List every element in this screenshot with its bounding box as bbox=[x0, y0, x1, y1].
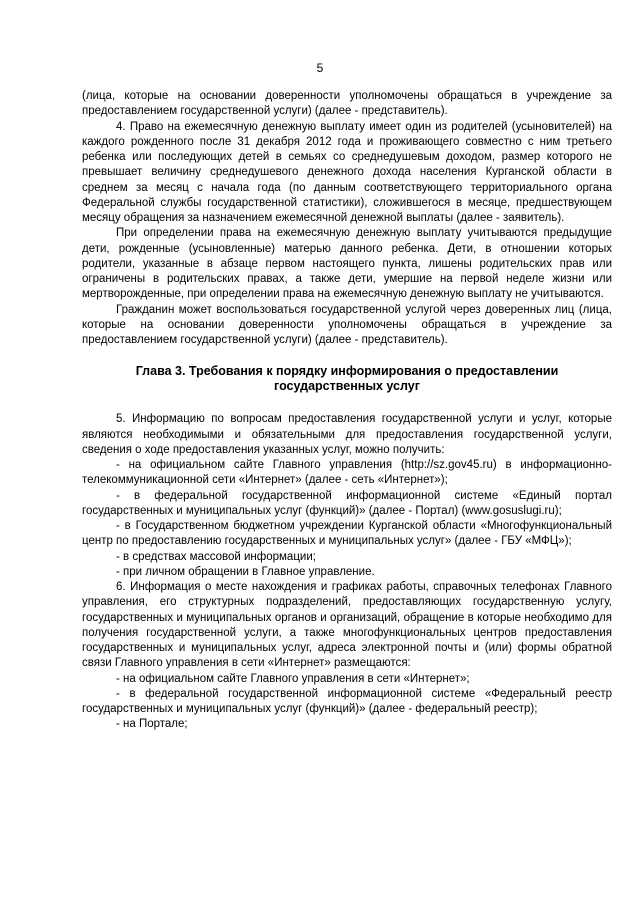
paragraph: - в федеральной государственной информационной системе «Федеральный реестр государственных и муниципальных услуг (функций)» (далее - федеральный реестр); bbox=[82, 687, 612, 715]
paragraph: - на официальном сайте Главного управления в сети «Интернет»; bbox=[116, 672, 470, 685]
paragraph: - при личном обращении в Главное управление. bbox=[116, 565, 375, 578]
paragraph: - на официальном сайте Главного управления (http://sz.gov45.ru) в информационно-телекоммуникационной сети «Интернет» (далее - сеть «Интернет»); bbox=[82, 459, 612, 487]
paragraph: - в федеральной государственной информационной системе «Единый портал государственных и муниципальных услуг (функций)» (далее - Портал) (www.gosuslugi.ru); bbox=[82, 489, 612, 517]
paragraph: - в Государственном бюджетном учреждении Курганской области «Многофункциональный центр по предоставлению государственных и муниципальных услуг» (далее - ГБУ «МФЦ»); bbox=[82, 520, 612, 548]
paragraph: 5. Информацию по вопросам предоставления государственной услуги и услуг, которые являются необходимыми и обязательными для предоставления государственной услуги, сведения о ходе предоставления указанных услуг, можно получить: bbox=[82, 413, 612, 456]
document-body bbox=[82, 89, 612, 733]
paragraph: 6. Информация о месте нахождения и графиках работы, справочных телефонах Главного управления, его структурных подразделений, предоставляющих государственную услугу, государственных и муниципальных органов и организаций, обращение в которые необходимо для получения государственной услуги, а также многофункциональных центров предоставления государственных и муниципальных услуг, адреса электронной почты и (или) формы обратной связи Главного управления в сети «Интернет» размещаются: bbox=[82, 581, 612, 670]
page-number: 5 bbox=[316, 61, 324, 75]
chapter-heading: Глава 3. Требования к порядку информирования о предоставлении государственных услуг bbox=[135, 364, 559, 394]
paragraph: При определении права на ежемесячную денежную выплату учитываются предыдущие дети, рожденные (усыновленные) матерью данного ребенка. Дети, в отношении которых родители, указанные в абзаце первом настоящего пункта, лишены родительских прав или ограничены в родительских правах, а также дети, умершие на первой неделе жизни или мертворожденные, при определении права на ежемесячную денежную выплату не учитываются. bbox=[82, 227, 612, 301]
paragraph: Гражданин может воспользоваться государственной услугой через доверенных лиц (лица, которые на основании доверенности уполномочены обращаться в учреждение за предоставлением государственной услуги) (далее - представитель). bbox=[82, 303, 612, 346]
paragraph: (лица, которые на основании доверенности уполномочены обращаться в учреждение за предоставлением государственной услуги) (далее - представитель). bbox=[82, 90, 612, 118]
paragraph: - в средствах массовой информации; bbox=[116, 550, 316, 563]
paragraph: - на Портале; bbox=[116, 718, 188, 731]
paragraph: 4. Право на ежемесячную денежную выплату имеет один из родителей (усыновителей) на каждого рожденного после 31 декабря 2012 года и проживающего совместно с ним третьего ребенка или последующих детей в семьях со среднедушевым доходом, размер которого не превышает величину среднедушевого денежного дохода населения Курганской области в среднем за месяц с начала года (по данным соответствующего территориального органа Федеральной службы государственной статистики), сложившегося в месяце, предшествующем месяцу обращения за назначением ежемесячной денежной выплаты (далее - заявитель). bbox=[82, 120, 612, 224]
